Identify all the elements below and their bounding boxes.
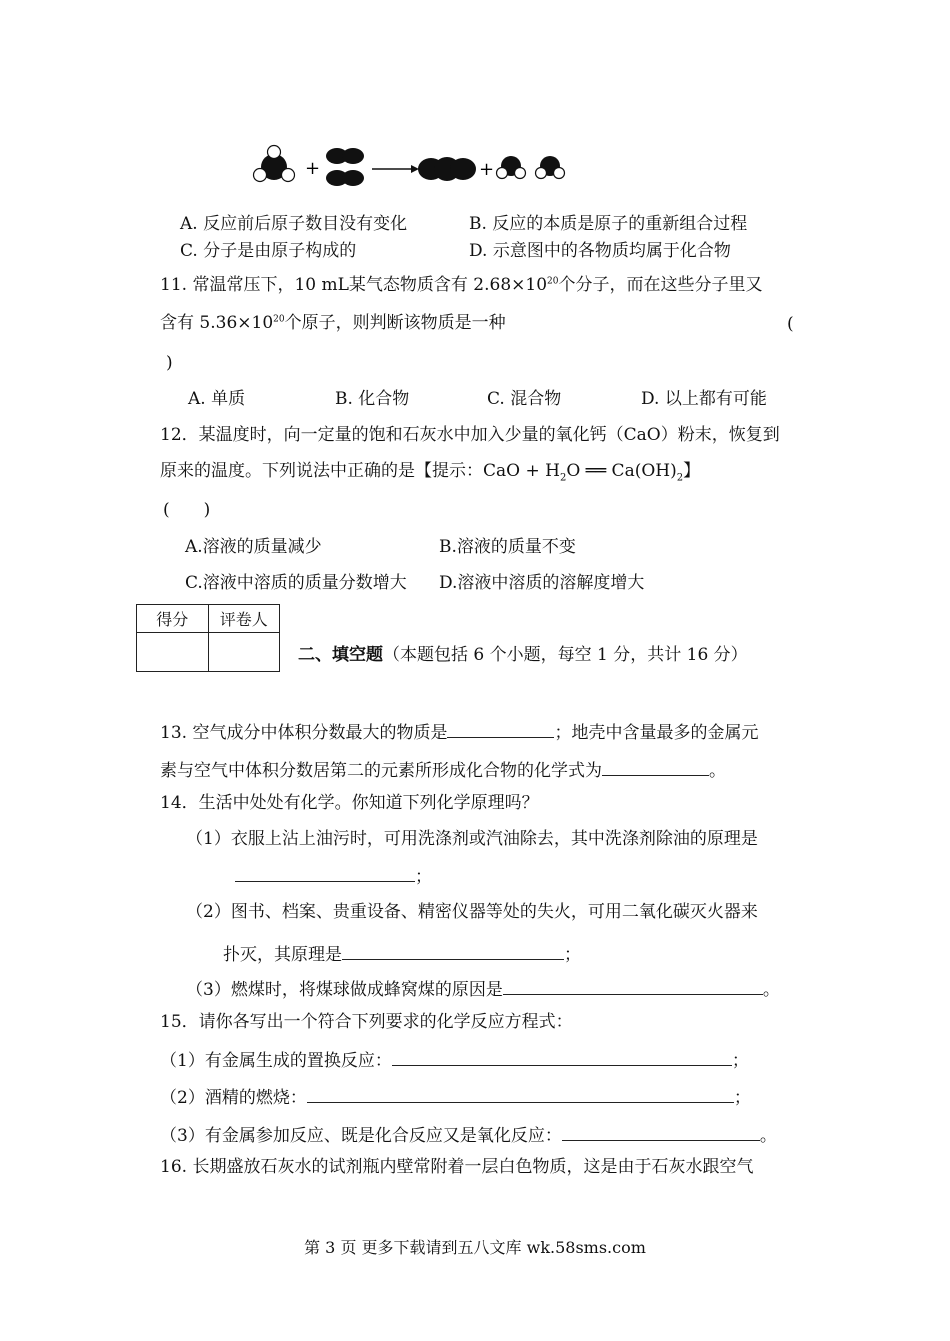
page-footer: 第 3 页 更多下载请到五八文库 wk.58sms.com — [304, 1238, 646, 1257]
q14-blank-1[interactable] — [235, 865, 415, 882]
molecule-reactant-1 — [254, 146, 295, 182]
q10-option-d: D. 示意图中的各物质均属于化合物 — [469, 241, 731, 261]
score-cell[interactable] — [137, 633, 209, 672]
q12-option-a: A.溶液的质量减少 — [185, 537, 322, 557]
q15-part-3: （3）有金属参加反应、既是化合反应又是氧化反应： 。 — [160, 1126, 777, 1146]
reaction-molecule-diagram — [245, 140, 585, 192]
plus-sign-2: + — [479, 159, 495, 180]
q14-part-1: （1）衣服上沾上油污时，可用洗涤剂或汽油除去，其中洗涤剂除油的原理是 — [186, 829, 758, 849]
q11-line-1: 11. 常温常压下，10 mL某气态物质含有 $2.68\times 10^{20}$个分子，而在这些分子里又 — [160, 275, 763, 295]
q11-option-b: B. 化合物 — [335, 389, 410, 409]
q12-option-c: C.溶液中溶质的质量分数增大 — [185, 573, 407, 593]
q14-part-2: （2）图书、档案、贵重设备、精密仪器等处的失火，可用二氧化碳灭火器来 — [186, 902, 758, 922]
q11-answer-paren-close: ) — [166, 353, 173, 373]
q12-option-b: B.溶液的质量不变 — [439, 537, 576, 557]
molecule-product-2 — [497, 156, 526, 179]
q15-part-2: （2）酒精的燃烧： ； — [160, 1088, 751, 1108]
q13-blank-2[interactable] — [602, 759, 709, 776]
q10-option-b: B. 反应的本质是原子的重新组合过程 — [469, 214, 748, 234]
q15-part-1: （1）有金属生成的置换反应： ； — [160, 1051, 749, 1071]
q10-option-a: A. 反应前后原子数目没有变化 — [180, 214, 408, 234]
q11-option-d: D. 以上都有可能 — [641, 389, 767, 409]
q15-intro: 15．请你各写出一个符合下列要求的化学反应方程式： — [160, 1012, 573, 1032]
grader-header: 评卷人 — [208, 605, 280, 633]
q12-line-1: 12．某温度时，向一定量的饱和石灰水中加入少量的氧化钙（CaO）粉末，恢复到 — [160, 425, 780, 445]
reaction-arrow — [372, 165, 419, 173]
q13-blank-1[interactable] — [447, 721, 554, 738]
q12-answer-paren: ( ) — [163, 500, 211, 520]
molecule-product-3 — [536, 156, 565, 179]
q12-line-2: 原来的温度。下列说法中正确的是【提示：CaO + $H_2O$ ══ $Ca(OH)_2$】 — [160, 461, 701, 484]
q15-blank-3[interactable] — [562, 1124, 760, 1141]
q13-line-1: 13. 空气成分中体积分数最大的物质是 ；地壳中含量最多的金属元 — [160, 723, 759, 743]
q14-intro: 14．生活中处处有化学。你知道下列化学原理吗？ — [160, 793, 539, 813]
q12-option-d: D.溶液中溶质的溶解度增大 — [439, 573, 645, 593]
plus-sign-1: + — [305, 158, 321, 179]
molecule-product-1 — [418, 157, 476, 181]
q11-option-a: A. 单质 — [188, 389, 246, 409]
q14-blank-2[interactable] — [342, 943, 564, 960]
q14-blank-3[interactable] — [503, 978, 763, 995]
q11-answer-paren-open: ( — [787, 314, 794, 334]
q11-line-2: 含有 $5.36\times 10^{20}$个原子，则判断该物质是一种 — [160, 313, 506, 333]
section-2-heading: 二、填空题（本题包括 6 个小题，每空 1 分，共计 16 分） — [298, 645, 748, 665]
grader-cell[interactable] — [208, 633, 280, 672]
q11-option-c: C. 混合物 — [487, 389, 562, 409]
q15-blank-1[interactable] — [392, 1049, 732, 1066]
q14-part-1-answer: ； — [235, 865, 432, 886]
score-table — [136, 604, 280, 672]
score-header: 得分 — [137, 605, 209, 633]
q16-line-1: 16. 长期盛放石灰水的试剂瓶内壁常附着一层白色物质，这是由于石灰水跟空气 — [160, 1157, 754, 1177]
q10-option-c: C. 分子是由原子构成的 — [180, 241, 357, 261]
q13-line-2: 素与空气中体积分数居第二的元素所形成化合物的化学式为 。 — [160, 761, 726, 781]
q15-blank-2[interactable] — [307, 1086, 734, 1103]
q14-part-2-cont: 扑灭，其原理是 ； — [223, 945, 581, 965]
molecule-reactant-2 — [326, 148, 364, 186]
q14-part-3: （3）燃煤时，将煤球做成蜂窝煤的原因是 。 — [186, 980, 780, 1000]
